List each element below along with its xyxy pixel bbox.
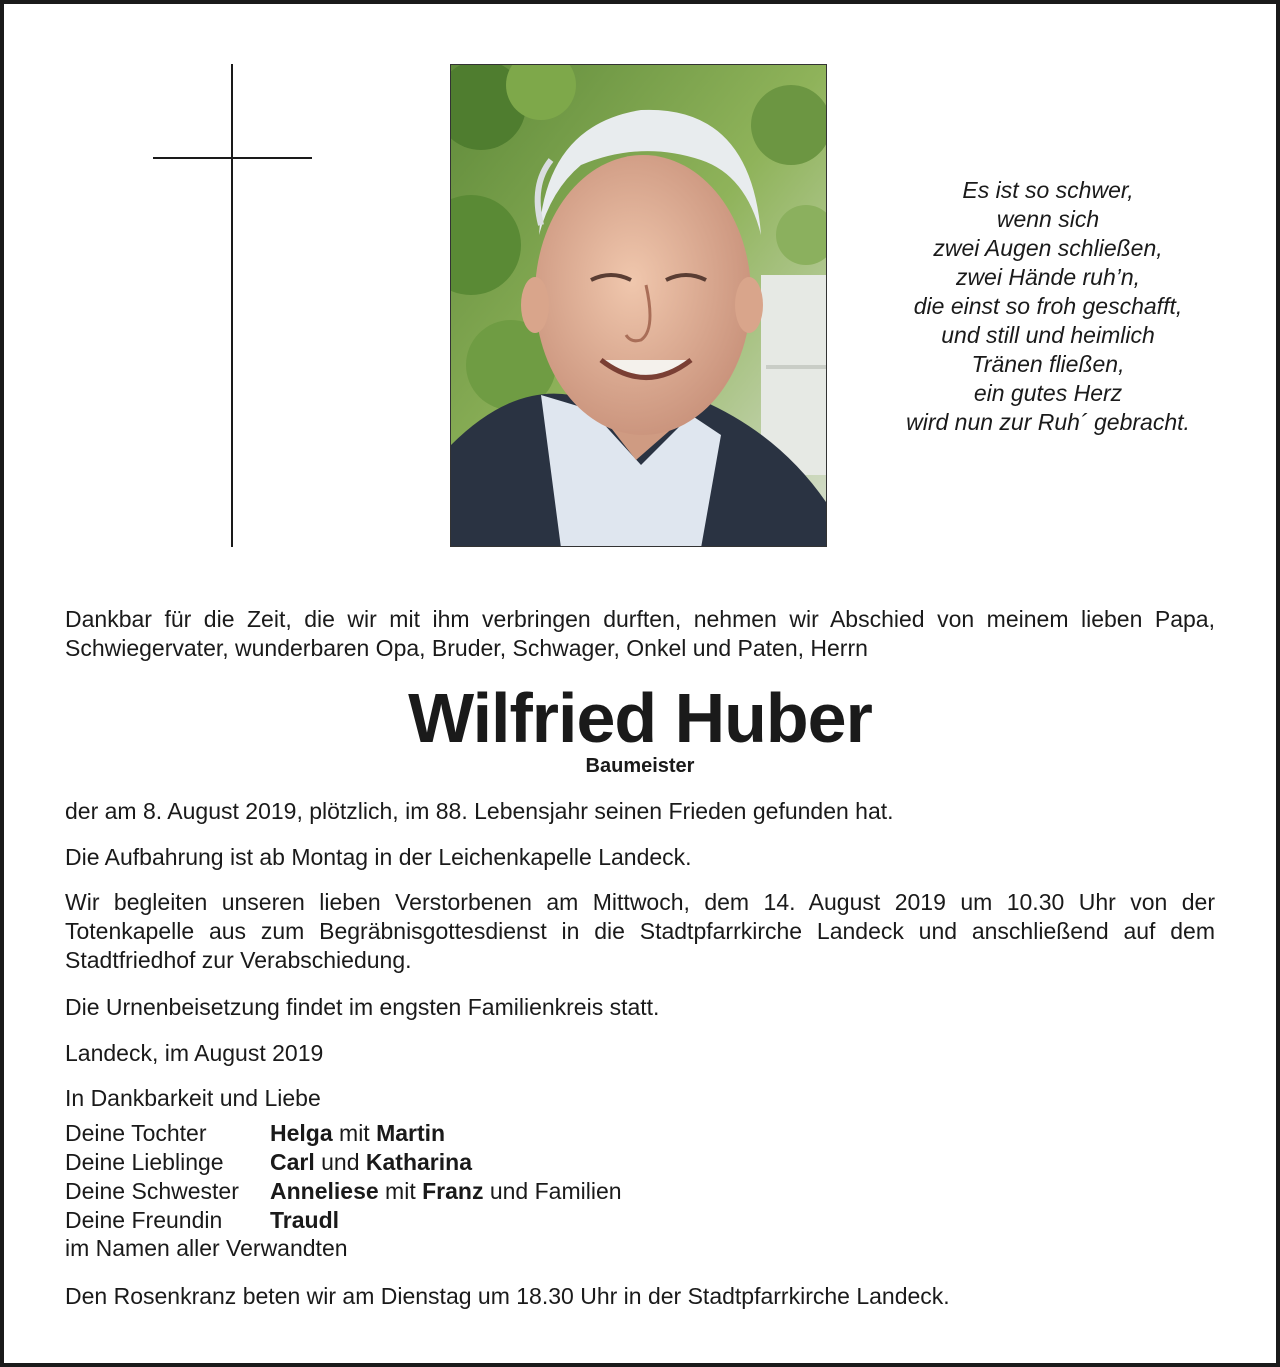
poem-line: Tränen fließen, bbox=[971, 351, 1125, 377]
portrait-photo bbox=[450, 64, 827, 547]
poem-line: wird nun zur Ruh´ gebracht. bbox=[906, 409, 1190, 435]
mourner-relation: Deine Freundin bbox=[65, 1207, 223, 1233]
place-date: Landeck, im August 2019 bbox=[65, 1040, 324, 1066]
mourner-name: Carl bbox=[270, 1149, 315, 1175]
mourner-name: Katharina bbox=[365, 1149, 472, 1175]
mourner-connector: und bbox=[314, 1149, 366, 1175]
mourner-row bbox=[65, 1148, 622, 1177]
poem-line: wenn sich bbox=[996, 206, 1100, 232]
poem-line: Es ist so schwer, bbox=[962, 177, 1134, 203]
mourner-row bbox=[65, 1206, 622, 1235]
closing-line: In Dankbarkeit und Liebe bbox=[65, 1085, 321, 1111]
death-notice: der am 8. August 2019, plötzlich, im 88. Lebensjahr seinen Frieden gefunden hat. bbox=[65, 798, 894, 824]
mourners-list bbox=[65, 1119, 622, 1235]
cross-icon-horizontal bbox=[153, 157, 312, 159]
laying-out-notice: Die Aufbahrung ist ab Montag in der Leichenkapelle Landeck. bbox=[65, 844, 692, 870]
rosary-notice: Den Rosenkranz beten wir am Dienstag um 18.30 Uhr in der Stadtpfarrkirche Landeck. bbox=[65, 1283, 950, 1309]
mourner-row bbox=[65, 1119, 622, 1148]
funeral-notice: Wir begleiten unseren lieben Verstorbenen am Mittwoch, dem 14. August 2019 um 10.30 Uhr von der Totenkapelle aus zum Begräbnisgottesdienst in die Stadtpfarrkirche Landeck und anschließend auf dem Stadtfriedhof zur Verabschiedung. bbox=[65, 889, 1215, 973]
poem-line: die einst so froh geschafft, bbox=[913, 293, 1183, 319]
deceased-title: Baumeister bbox=[585, 755, 695, 777]
mourner-relation: Deine Schwester bbox=[65, 1178, 239, 1204]
poem-line: und still und heimlich bbox=[941, 322, 1155, 348]
all-relatives-line: im Namen aller Verwandten bbox=[65, 1235, 348, 1261]
mourner-connector: mit bbox=[378, 1178, 423, 1204]
urn-notice: Die Urnenbeisetzung findet im engsten Familienkreis statt. bbox=[65, 994, 660, 1020]
poem bbox=[870, 176, 1226, 437]
mourner-suffix: und Familien bbox=[483, 1178, 622, 1204]
deceased-name: Wilfried Huber bbox=[408, 679, 872, 757]
poem-line: zwei Augen schließen, bbox=[933, 235, 1163, 261]
intro-text: Dankbar für die Zeit, die wir mit ihm verbringen durften, nehmen wir Abschied von meinem lieben Papa, Schwiegervater, wunderbaren Opa, Bruder, Schwager, Onkel und Paten, Herrn bbox=[65, 606, 1215, 661]
poem-line: zwei Hände ruh’n, bbox=[955, 264, 1141, 290]
cross-icon-vertical bbox=[231, 64, 233, 547]
mourner-name: Martin bbox=[376, 1120, 446, 1146]
mourner-relation: Deine Lieblinge bbox=[65, 1149, 224, 1175]
mourner-name: Franz bbox=[422, 1178, 484, 1204]
mourner-connector: mit bbox=[332, 1120, 377, 1146]
mourner-name: Traudl bbox=[270, 1207, 340, 1233]
mourner-relation: Deine Tochter bbox=[65, 1120, 207, 1146]
poem-line: ein gutes Herz bbox=[973, 380, 1123, 406]
mourner-name: Anneliese bbox=[270, 1178, 379, 1204]
mourner-row bbox=[65, 1177, 622, 1206]
mourner-name: Helga bbox=[270, 1120, 333, 1146]
